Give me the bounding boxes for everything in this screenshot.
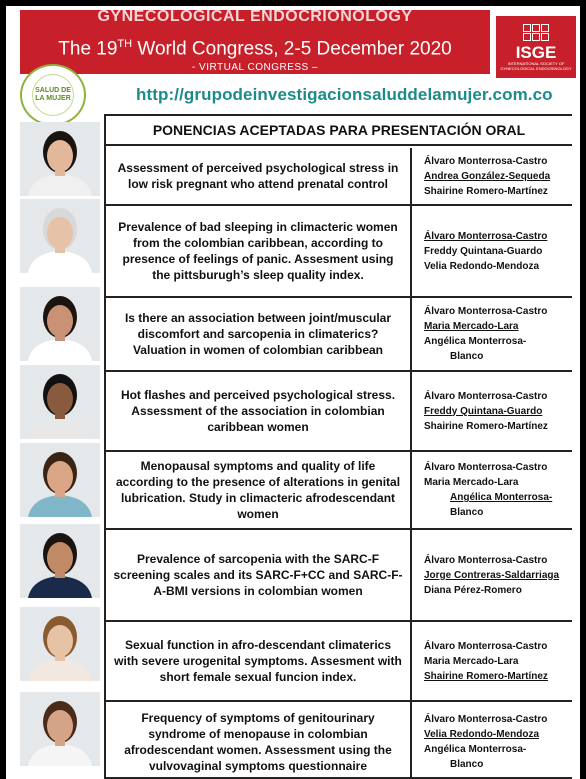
congress-line	[20, 32, 490, 61]
table-row	[106, 372, 572, 452]
presenter-photo	[20, 443, 100, 517]
banner-title: GYNECOLOGICAL ENDOCRIONOLOGY	[97, 8, 413, 25]
author-name: Velia Redondo-Mendoza	[424, 728, 540, 740]
authors-list	[412, 702, 572, 779]
authors-list	[412, 372, 572, 450]
author-name: Maria Mercado-Lara	[424, 477, 519, 488]
author-name: Angélica Monterrosa-	[424, 743, 527, 755]
authors-list	[412, 452, 572, 528]
author-name: Maria Mercado-Lara	[424, 321, 519, 332]
author-name: Freddy Quintana-Guardo	[424, 405, 543, 417]
author-name: Álvaro Monterrosa-Castro	[424, 390, 548, 402]
author-name: Álvaro Monterrosa-Castro	[424, 462, 548, 473]
author-name: Álvaro Monterrosa-Castro	[424, 155, 548, 167]
table-heading: PONENCIAS ACEPTADAS PARA PRESENTACIÓN ORAL	[106, 116, 572, 146]
authors-list	[412, 298, 572, 370]
author-name: Shairine Romero-Martínez	[424, 185, 548, 197]
authors-list	[412, 622, 572, 700]
presentation-title: Frequency of symptoms of genitourinary syndrome of menopause in colombian afrodescendant women. Assessment using the vulvovaginal symptoms questionnaire	[106, 702, 412, 779]
author-name: Andrea González-Sequeda	[424, 170, 551, 182]
salud-de-la-mujer-logo	[20, 64, 86, 126]
table-row	[106, 298, 572, 372]
author-name: Angélica Monterrosa-	[450, 492, 553, 503]
presentation-title: Is there an association between joint/muscular discomfort and sarcopenia in climaterics? Valuation in women of colombian caribbean	[106, 298, 412, 370]
presenter-photo	[20, 287, 100, 361]
presenter-photo	[20, 122, 100, 196]
congress-suffix: World Congress, 2-5 December 2020	[132, 38, 452, 60]
presentation-title: Prevalence of sarcopenia with the SARC-F screening scales and its SARC-F+CC and SARC-F-A-BMI versions in colombian women	[106, 530, 412, 620]
authors-list	[412, 148, 572, 204]
table-row	[106, 702, 572, 779]
isge-emblem-icon	[523, 24, 549, 41]
presenter-photo	[20, 607, 100, 681]
author-name: Diana Pérez-Romero	[424, 584, 522, 596]
author-name: Shairine Romero-Martínez	[424, 670, 548, 682]
congress-prefix: The 19	[58, 38, 118, 60]
presentation-title: Assessment of perceived psychological stress in low risk pregnant who attend prenatal control	[106, 148, 412, 204]
presenter-photo	[20, 524, 100, 598]
presentation-title: Prevalence of bad sleeping in climacteric women from the colombian caribbean, according to presence of feelings of panic. Assesment using the pittsburugh’s sleep quality index.	[106, 206, 412, 296]
author-name: Freddy Quintana-Guardo	[424, 245, 543, 257]
author-name: Álvaro Monterrosa-Castro	[424, 640, 548, 652]
isge-logo	[496, 16, 576, 78]
authors-list	[412, 206, 572, 296]
author-name: Blanco	[450, 758, 484, 770]
author-name: Álvaro Monterrosa-Castro	[424, 306, 548, 317]
author-name: Blanco	[450, 351, 484, 362]
table-row	[106, 530, 572, 622]
authors-list	[412, 530, 572, 620]
author-name: Shairine Romero-Martínez	[424, 420, 548, 432]
poster	[6, 6, 580, 779]
presentations-table	[104, 114, 572, 779]
isge-subtitle: INTERNATIONAL SOCIETY OF GYNECOLOGICAL ENDOCRINOLOGY	[500, 60, 572, 71]
table-row	[106, 148, 572, 206]
author-name: Jorge Contreras-Saldarriaga	[424, 569, 560, 581]
table-row	[106, 452, 572, 530]
isge-name: ISGE	[515, 42, 557, 62]
presentation-title: Menopausal symptoms and quality of life according to the presence of alterations in genital lubrication. Study in climacteric afrodescendant women	[106, 452, 412, 528]
congress-sup: TH	[117, 38, 133, 50]
table-row	[106, 206, 572, 298]
presenter-photo	[20, 365, 100, 439]
author-name: Álvaro Monterrosa-Castro	[424, 554, 548, 566]
presenter-photo	[20, 199, 100, 273]
congress-banner	[20, 10, 490, 74]
table-row	[106, 622, 572, 702]
presentation-title: Hot flashes and perceived psychological stress. Assessment of the association in colombian caribbean women	[106, 372, 412, 450]
presenter-photo	[20, 692, 100, 766]
virtual-congress-label: - VIRTUAL CONGRESS –	[191, 62, 319, 74]
author-name: Álvaro Monterrosa-Castro	[424, 713, 548, 725]
author-name: Angélica Monterrosa-	[424, 336, 527, 347]
logo-text: SALUD DE LA MUJER	[32, 74, 74, 116]
author-name: Álvaro Monterrosa-Castro	[424, 230, 548, 242]
presentation-title: Sexual function in afro-descendant climaterics with severe urogenital symptoms. Assesment with short female sexual funcion index.	[106, 622, 412, 700]
author-name: Blanco	[450, 507, 484, 518]
author-name: Velia Redondo-Mendoza	[424, 260, 540, 272]
author-name: Maria Mercado-Lara	[424, 655, 519, 667]
website-url[interactable]: http://grupodeinvestigacionsaluddelamujer.com.co	[136, 85, 553, 104]
